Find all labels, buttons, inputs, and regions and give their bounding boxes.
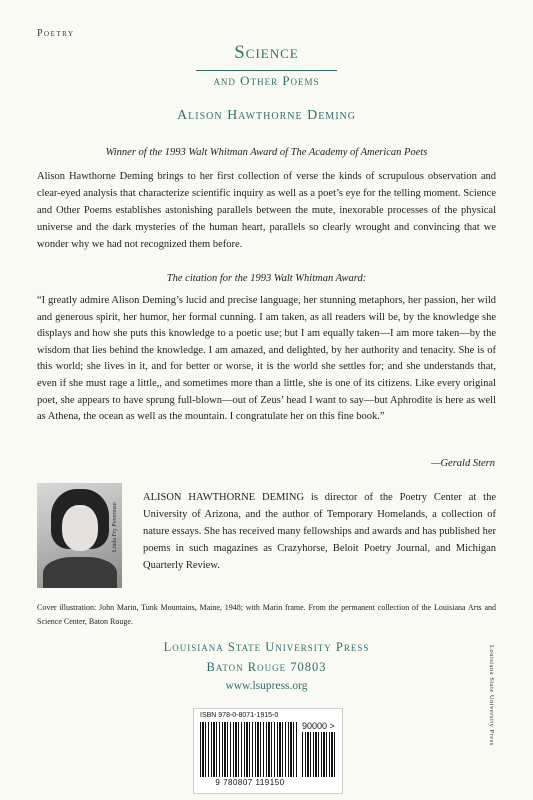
citation-quote: “I greatly admire Alison Deming’s lucid and precise language, her stunning metaphors, her passion, her wild and generous spirit, her humor, her formal cunning. I am taken, as all readers will be, by the knowledge she displays and how she puts this knowledge to a poetic use; but I am equally taken—I am more taken—by the wisdom that lies behind the knowledge. I am amazed, and delighted, by her authority and tenacity. She is of this world; she lives in it, and for better or worse, it is the world she settles for; and she understands that, even if she must rage a little,, and sometimes more than a little, she is one of its citizens. Like every original poet, she appears to have sprung full-blown—out of Zeus’ head I want to say—but Aphrodite is here as well as Athena, the ocean as well as the mountain. I congratulate her on this fine book.” xyxy=(37,295,496,423)
cover-credit: Cover illustration: John Marin, Tunk Mountains, Maine, 1948; with Marin frame. From the permanent collection of the Louisiana Arts and Science Center, Baton Rouge. xyxy=(37,603,496,626)
photo-face xyxy=(62,505,98,551)
author-photo xyxy=(37,483,122,588)
photo-credit: Linda Fry Poverman xyxy=(112,502,118,552)
price-code: 90000 > xyxy=(302,721,335,731)
isbn-text: ISBN 978-0-8071-1915-0 xyxy=(200,712,279,719)
book-subtitle: and Other Poems xyxy=(213,73,320,88)
citation-heading: The citation for the 1993 Walt Whitman Award: xyxy=(166,273,367,284)
quote-attribution: —Gerald Stern xyxy=(431,458,495,469)
spine-text: Louisiana State University Press xyxy=(488,645,495,746)
press-url[interactable]: www.lsupress.org xyxy=(225,680,308,692)
press-name: Louisiana State University Press xyxy=(163,640,370,654)
barcode-bars xyxy=(200,722,298,777)
author-bio: ALISON HAWTHORNE DEMING is director of the Poetry Center at the University of Arizona, and the author of Temporary Homelands, a collection of nature essays. She has received many fellowships and awards and has published her poems in such magazines as Crazyhorse, Beloit Poetry Journal, and Michigan Quarterly Review. xyxy=(143,492,496,571)
category-label: Poetry xyxy=(37,28,75,39)
barcode xyxy=(193,708,343,794)
book-description: Alison Hawthorne Deming brings to her first collection of verse the kinds of scrupulous observation and clear-eyed analysis that characterize scientific inquiry as well as a poet’s eye for the telling moment. Science and Other Poems establishes astonishing parallels between the mute, inexorable processes of the physical universe and the dark mysteries of the human heart, parallels so clearly wrought and convincing that we wonder why we had not recognized them before. xyxy=(37,171,496,250)
photo-body xyxy=(43,557,117,588)
price-barcode-bars xyxy=(302,732,336,777)
title-rule xyxy=(196,70,337,71)
author-name: Alison Hawthorne Deming xyxy=(177,108,356,123)
book-title: Science xyxy=(234,42,299,63)
award-line: Winner of the 1993 Walt Whitman Award of The Academy of American Poets xyxy=(105,147,428,158)
press-city: Baton Rouge 70803 xyxy=(206,660,327,674)
barcode-number: 9 780807 119150 xyxy=(215,778,285,787)
